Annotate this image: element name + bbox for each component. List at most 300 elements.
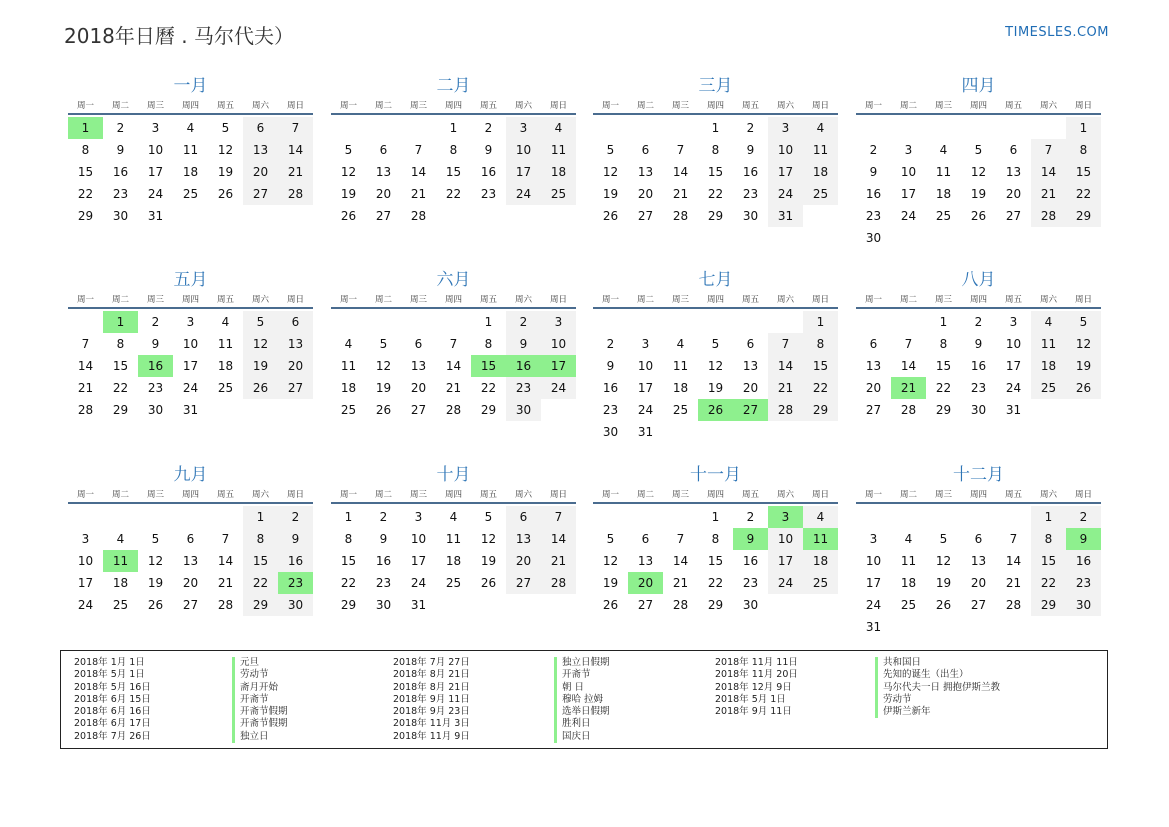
day-cell[interactable]: 11 (672, 359, 689, 373)
day-cell[interactable]: 22 (707, 187, 724, 201)
day-cell[interactable]: 15 (935, 359, 952, 373)
holiday-day-cell[interactable]: 16 (506, 355, 541, 377)
day-cell[interactable]: 12 (340, 165, 357, 179)
day-cell[interactable]: 19 (1066, 355, 1101, 377)
day-cell[interactable]: 8 (484, 337, 493, 351)
day-cell[interactable]: 14 (1031, 161, 1066, 183)
day-cell[interactable]: 6 (869, 337, 878, 351)
day-cell[interactable]: 16 (1066, 550, 1101, 572)
day-cell[interactable]: 5 (379, 337, 388, 351)
day-cell[interactable]: 29 (243, 594, 278, 616)
day-cell[interactable]: 18 (672, 381, 689, 395)
day-cell[interactable]: 2 (606, 337, 615, 351)
day-cell[interactable]: 30 (602, 425, 619, 439)
day-cell[interactable]: 10 (1005, 337, 1022, 351)
day-cell[interactable]: 6 (186, 532, 195, 546)
day-cell[interactable]: 31 (147, 209, 164, 223)
day-cell[interactable]: 15 (112, 359, 129, 373)
day-cell[interactable]: 10 (865, 554, 882, 568)
day-cell[interactable]: 28 (1005, 598, 1022, 612)
day-cell[interactable]: 8 (344, 532, 353, 546)
day-cell[interactable]: 13 (506, 528, 541, 550)
day-cell[interactable]: 12 (217, 143, 234, 157)
day-cell[interactable]: 15 (1066, 161, 1101, 183)
day-cell[interactable]: 9 (151, 337, 160, 351)
day-cell[interactable]: 20 (243, 161, 278, 183)
day-cell[interactable]: 2 (151, 315, 160, 329)
day-cell[interactable]: 12 (243, 333, 278, 355)
day-cell[interactable]: 27 (506, 572, 541, 594)
day-cell[interactable]: 23 (480, 187, 497, 201)
day-cell[interactable]: 22 (445, 187, 462, 201)
holiday-day-cell[interactable]: 23 (278, 572, 313, 594)
day-cell[interactable]: 15 (445, 165, 462, 179)
day-cell[interactable]: 14 (77, 359, 94, 373)
day-cell[interactable]: 8 (803, 333, 838, 355)
day-cell[interactable]: 7 (541, 506, 576, 528)
day-cell[interactable]: 11 (900, 554, 917, 568)
day-cell[interactable]: 23 (375, 576, 392, 590)
day-cell[interactable]: 20 (1005, 187, 1022, 201)
day-cell[interactable]: 15 (707, 554, 724, 568)
day-cell[interactable]: 1 (803, 311, 838, 333)
day-cell[interactable]: 23 (970, 381, 987, 395)
day-cell[interactable]: 31 (768, 205, 803, 227)
day-cell[interactable]: 8 (1066, 139, 1101, 161)
holiday-day-cell[interactable]: 27 (733, 399, 768, 421)
day-cell[interactable]: 12 (970, 165, 987, 179)
day-cell[interactable]: 25 (803, 572, 838, 594)
day-cell[interactable]: 6 (243, 117, 278, 139)
day-cell[interactable]: 18 (935, 187, 952, 201)
day-cell[interactable]: 1 (711, 510, 720, 524)
day-cell[interactable]: 9 (379, 532, 388, 546)
day-cell[interactable]: 22 (1031, 572, 1066, 594)
day-cell[interactable]: 20 (742, 381, 759, 395)
day-cell[interactable]: 26 (340, 209, 357, 223)
day-cell[interactable]: 18 (445, 554, 462, 568)
day-cell[interactable]: 11 (541, 139, 576, 161)
day-cell[interactable]: 6 (641, 143, 650, 157)
day-cell[interactable]: 2 (379, 510, 388, 524)
day-cell[interactable]: 26 (970, 209, 987, 223)
day-cell[interactable]: 11 (1031, 333, 1066, 355)
day-cell[interactable]: 2 (116, 121, 125, 135)
day-cell[interactable]: 24 (1005, 381, 1022, 395)
day-cell[interactable]: 10 (506, 139, 541, 161)
day-cell[interactable]: 29 (803, 399, 838, 421)
day-cell[interactable]: 5 (711, 337, 720, 351)
day-cell[interactable]: 27 (410, 403, 427, 417)
day-cell[interactable]: 9 (506, 333, 541, 355)
day-cell[interactable]: 28 (900, 403, 917, 417)
day-cell[interactable]: 21 (278, 161, 313, 183)
day-cell[interactable]: 9 (869, 165, 878, 179)
day-cell[interactable]: 24 (147, 187, 164, 201)
day-cell[interactable]: 7 (1009, 532, 1018, 546)
day-cell[interactable]: 21 (1031, 183, 1066, 205)
day-cell[interactable]: 3 (641, 337, 650, 351)
day-cell[interactable]: 17 (182, 359, 199, 373)
day-cell[interactable]: 7 (221, 532, 230, 546)
day-cell[interactable]: 13 (1005, 165, 1022, 179)
day-cell[interactable]: 28 (445, 403, 462, 417)
holiday-day-cell[interactable]: 20 (628, 572, 663, 594)
day-cell[interactable]: 16 (865, 187, 882, 201)
day-cell[interactable]: 15 (803, 355, 838, 377)
day-cell[interactable]: 23 (602, 403, 619, 417)
day-cell[interactable]: 17 (768, 161, 803, 183)
holiday-day-cell[interactable]: 9 (1066, 528, 1101, 550)
day-cell[interactable]: 22 (112, 381, 129, 395)
day-cell[interactable]: 10 (768, 139, 803, 161)
day-cell[interactable]: 14 (900, 359, 917, 373)
day-cell[interactable]: 3 (904, 143, 913, 157)
day-cell[interactable]: 21 (410, 187, 427, 201)
day-cell[interactable]: 31 (865, 620, 882, 634)
day-cell[interactable]: 22 (707, 576, 724, 590)
day-cell[interactable]: 3 (414, 510, 423, 524)
day-cell[interactable]: 10 (637, 359, 654, 373)
day-cell[interactable]: 12 (375, 359, 392, 373)
day-cell[interactable]: 7 (768, 333, 803, 355)
day-cell[interactable]: 28 (1031, 205, 1066, 227)
day-cell[interactable]: 7 (449, 337, 458, 351)
day-cell[interactable]: 23 (742, 576, 759, 590)
day-cell[interactable]: 22 (935, 381, 952, 395)
day-cell[interactable]: 2 (278, 506, 313, 528)
day-cell[interactable]: 9 (606, 359, 615, 373)
day-cell[interactable]: 20 (865, 381, 882, 395)
day-cell[interactable]: 6 (414, 337, 423, 351)
day-cell[interactable]: 19 (243, 355, 278, 377)
day-cell[interactable]: 30 (1066, 594, 1101, 616)
day-cell[interactable]: 11 (217, 337, 234, 351)
day-cell[interactable]: 28 (768, 399, 803, 421)
day-cell[interactable]: 1 (484, 315, 493, 329)
day-cell[interactable]: 27 (637, 598, 654, 612)
day-cell[interactable]: 20 (278, 355, 313, 377)
day-cell[interactable]: 29 (935, 403, 952, 417)
day-cell[interactable]: 4 (449, 510, 458, 524)
day-cell[interactable]: 3 (186, 315, 195, 329)
day-cell[interactable]: 24 (541, 377, 576, 399)
day-cell[interactable]: 27 (1005, 209, 1022, 223)
day-cell[interactable]: 15 (1031, 550, 1066, 572)
day-cell[interactable]: 4 (116, 532, 125, 546)
day-cell[interactable]: 6 (641, 532, 650, 546)
day-cell[interactable]: 3 (81, 532, 90, 546)
day-cell[interactable]: 16 (742, 554, 759, 568)
day-cell[interactable]: 4 (676, 337, 685, 351)
day-cell[interactable]: 10 (410, 532, 427, 546)
day-cell[interactable]: 27 (970, 598, 987, 612)
day-cell[interactable]: 6 (506, 506, 541, 528)
day-cell[interactable]: 26 (480, 576, 497, 590)
day-cell[interactable]: 2 (484, 121, 493, 135)
day-cell[interactable]: 26 (147, 598, 164, 612)
day-cell[interactable]: 10 (147, 143, 164, 157)
day-cell[interactable]: 28 (672, 598, 689, 612)
day-cell[interactable]: 1 (344, 510, 353, 524)
day-cell[interactable]: 13 (182, 554, 199, 568)
day-cell[interactable]: 25 (217, 381, 234, 395)
day-cell[interactable]: 5 (221, 121, 230, 135)
day-cell[interactable]: 30 (742, 209, 759, 223)
day-cell[interactable]: 15 (243, 550, 278, 572)
day-cell[interactable]: 21 (672, 576, 689, 590)
day-cell[interactable]: 11 (803, 139, 838, 161)
day-cell[interactable]: 16 (375, 554, 392, 568)
day-cell[interactable]: 24 (768, 183, 803, 205)
day-cell[interactable]: 16 (742, 165, 759, 179)
day-cell[interactable]: 20 (375, 187, 392, 201)
day-cell[interactable]: 2 (1066, 506, 1101, 528)
day-cell[interactable]: 25 (541, 183, 576, 205)
day-cell[interactable]: 10 (182, 337, 199, 351)
day-cell[interactable]: 6 (278, 311, 313, 333)
day-cell[interactable]: 30 (278, 594, 313, 616)
day-cell[interactable]: 27 (865, 403, 882, 417)
day-cell[interactable]: 8 (449, 143, 458, 157)
day-cell[interactable]: 16 (602, 381, 619, 395)
day-cell[interactable]: 16 (278, 550, 313, 572)
day-cell[interactable]: 22 (803, 377, 838, 399)
holiday-day-cell[interactable]: 15 (471, 355, 506, 377)
day-cell[interactable]: 24 (768, 572, 803, 594)
day-cell[interactable]: 4 (1031, 311, 1066, 333)
day-cell[interactable]: 13 (375, 165, 392, 179)
day-cell[interactable]: 7 (81, 337, 90, 351)
day-cell[interactable]: 5 (939, 532, 948, 546)
day-cell[interactable]: 20 (637, 187, 654, 201)
day-cell[interactable]: 25 (900, 598, 917, 612)
day-cell[interactable]: 6 (974, 532, 983, 546)
day-cell[interactable]: 18 (217, 359, 234, 373)
day-cell[interactable]: 25 (672, 403, 689, 417)
day-cell[interactable]: 21 (445, 381, 462, 395)
day-cell[interactable]: 12 (1066, 333, 1101, 355)
day-cell[interactable]: 29 (1031, 594, 1066, 616)
day-cell[interactable]: 1 (711, 121, 720, 135)
day-cell[interactable]: 20 (410, 381, 427, 395)
day-cell[interactable]: 13 (637, 165, 654, 179)
day-cell[interactable]: 14 (768, 355, 803, 377)
day-cell[interactable]: 24 (77, 598, 94, 612)
day-cell[interactable]: 21 (217, 576, 234, 590)
day-cell[interactable]: 3 (151, 121, 160, 135)
day-cell[interactable]: 16 (480, 165, 497, 179)
day-cell[interactable]: 27 (375, 209, 392, 223)
day-cell[interactable]: 3 (506, 117, 541, 139)
day-cell[interactable]: 14 (1005, 554, 1022, 568)
day-cell[interactable]: 2 (746, 121, 755, 135)
day-cell[interactable]: 31 (1005, 403, 1022, 417)
day-cell[interactable]: 18 (900, 576, 917, 590)
day-cell[interactable]: 19 (707, 381, 724, 395)
day-cell[interactable]: 8 (711, 143, 720, 157)
day-cell[interactable]: 28 (278, 183, 313, 205)
day-cell[interactable]: 26 (1066, 377, 1101, 399)
day-cell[interactable]: 22 (1066, 183, 1101, 205)
day-cell[interactable]: 14 (217, 554, 234, 568)
day-cell[interactable]: 16 (970, 359, 987, 373)
day-cell[interactable]: 18 (340, 381, 357, 395)
day-cell[interactable]: 13 (410, 359, 427, 373)
day-cell[interactable]: 30 (742, 598, 759, 612)
day-cell[interactable]: 3 (869, 532, 878, 546)
day-cell[interactable]: 28 (217, 598, 234, 612)
day-cell[interactable]: 27 (278, 377, 313, 399)
day-cell[interactable]: 24 (410, 576, 427, 590)
day-cell[interactable]: 24 (506, 183, 541, 205)
day-cell[interactable]: 21 (77, 381, 94, 395)
holiday-day-cell[interactable]: 17 (541, 355, 576, 377)
day-cell[interactable]: 19 (375, 381, 392, 395)
day-cell[interactable]: 2 (974, 315, 983, 329)
day-cell[interactable]: 23 (742, 187, 759, 201)
day-cell[interactable]: 30 (112, 209, 129, 223)
day-cell[interactable]: 26 (935, 598, 952, 612)
day-cell[interactable]: 8 (939, 337, 948, 351)
day-cell[interactable]: 17 (77, 576, 94, 590)
day-cell[interactable]: 15 (707, 165, 724, 179)
day-cell[interactable]: 26 (375, 403, 392, 417)
day-cell[interactable]: 10 (77, 554, 94, 568)
day-cell[interactable]: 28 (410, 209, 427, 223)
day-cell[interactable]: 28 (541, 572, 576, 594)
day-cell[interactable]: 22 (243, 572, 278, 594)
holiday-day-cell[interactable]: 11 (103, 550, 138, 572)
day-cell[interactable]: 3 (1009, 315, 1018, 329)
day-cell[interactable]: 9 (484, 143, 493, 157)
day-cell[interactable]: 13 (243, 139, 278, 161)
day-cell[interactable]: 7 (1031, 139, 1066, 161)
day-cell[interactable]: 7 (278, 117, 313, 139)
day-cell[interactable]: 2 (746, 510, 755, 524)
day-cell[interactable]: 25 (1031, 377, 1066, 399)
day-cell[interactable]: 3 (541, 311, 576, 333)
day-cell[interactable]: 24 (637, 403, 654, 417)
day-cell[interactable]: 1 (1066, 117, 1101, 139)
day-cell[interactable]: 29 (77, 209, 94, 223)
day-cell[interactable]: 12 (602, 165, 619, 179)
day-cell[interactable]: 23 (506, 377, 541, 399)
day-cell[interactable]: 21 (672, 187, 689, 201)
day-cell[interactable]: 6 (379, 143, 388, 157)
day-cell[interactable]: 23 (865, 209, 882, 223)
day-cell[interactable]: 6 (1009, 143, 1018, 157)
day-cell[interactable]: 31 (182, 403, 199, 417)
day-cell[interactable]: 8 (116, 337, 125, 351)
day-cell[interactable]: 18 (182, 165, 199, 179)
day-cell[interactable]: 21 (541, 550, 576, 572)
holiday-day-cell[interactable]: 1 (103, 311, 138, 333)
day-cell[interactable]: 19 (217, 165, 234, 179)
day-cell[interactable]: 5 (606, 532, 615, 546)
day-cell[interactable]: 14 (410, 165, 427, 179)
day-cell[interactable]: 12 (602, 554, 619, 568)
day-cell[interactable]: 1 (449, 121, 458, 135)
day-cell[interactable]: 4 (803, 506, 838, 528)
day-cell[interactable]: 4 (221, 315, 230, 329)
day-cell[interactable]: 2 (506, 311, 541, 333)
day-cell[interactable]: 25 (445, 576, 462, 590)
day-cell[interactable]: 24 (865, 598, 882, 612)
day-cell[interactable]: 6 (746, 337, 755, 351)
day-cell[interactable]: 5 (243, 311, 278, 333)
day-cell[interactable]: 18 (541, 161, 576, 183)
site-logo[interactable]: TIMESLES.COM (1005, 25, 1109, 40)
day-cell[interactable]: 28 (672, 209, 689, 223)
day-cell[interactable]: 24 (900, 209, 917, 223)
day-cell[interactable]: 4 (186, 121, 195, 135)
day-cell[interactable]: 7 (676, 532, 685, 546)
day-cell[interactable]: 10 (541, 333, 576, 355)
day-cell[interactable]: 25 (935, 209, 952, 223)
day-cell[interactable]: 29 (340, 598, 357, 612)
day-cell[interactable]: 17 (1005, 359, 1022, 373)
day-cell[interactable]: 30 (375, 598, 392, 612)
day-cell[interactable]: 10 (768, 528, 803, 550)
day-cell[interactable]: 19 (970, 187, 987, 201)
holiday-day-cell[interactable]: 3 (768, 506, 803, 528)
day-cell[interactable]: 19 (340, 187, 357, 201)
day-cell[interactable]: 11 (935, 165, 952, 179)
day-cell[interactable]: 11 (182, 143, 199, 157)
day-cell[interactable]: 18 (112, 576, 129, 590)
day-cell[interactable]: 27 (243, 183, 278, 205)
day-cell[interactable]: 13 (865, 359, 882, 373)
day-cell[interactable]: 15 (340, 554, 357, 568)
day-cell[interactable]: 26 (217, 187, 234, 201)
day-cell[interactable]: 23 (112, 187, 129, 201)
day-cell[interactable]: 13 (278, 333, 313, 355)
day-cell[interactable]: 4 (904, 532, 913, 546)
day-cell[interactable]: 30 (506, 399, 541, 421)
day-cell[interactable]: 8 (1031, 528, 1066, 550)
day-cell[interactable]: 9 (746, 143, 755, 157)
day-cell[interactable]: 1 (1031, 506, 1066, 528)
day-cell[interactable]: 17 (637, 381, 654, 395)
day-cell[interactable]: 5 (606, 143, 615, 157)
day-cell[interactable]: 4 (541, 117, 576, 139)
day-cell[interactable]: 1 (243, 506, 278, 528)
day-cell[interactable]: 29 (707, 209, 724, 223)
day-cell[interactable]: 12 (707, 359, 724, 373)
day-cell[interactable]: 11 (445, 532, 462, 546)
day-cell[interactable]: 23 (1066, 572, 1101, 594)
day-cell[interactable]: 14 (672, 554, 689, 568)
day-cell[interactable]: 8 (711, 532, 720, 546)
day-cell[interactable]: 23 (147, 381, 164, 395)
holiday-day-cell[interactable]: 26 (698, 399, 733, 421)
day-cell[interactable]: 19 (602, 576, 619, 590)
day-cell[interactable]: 5 (151, 532, 160, 546)
day-cell[interactable]: 20 (182, 576, 199, 590)
day-cell[interactable]: 29 (112, 403, 129, 417)
day-cell[interactable]: 25 (803, 183, 838, 205)
day-cell[interactable]: 7 (676, 143, 685, 157)
day-cell[interactable]: 13 (637, 554, 654, 568)
day-cell[interactable]: 15 (77, 165, 94, 179)
holiday-day-cell[interactable]: 16 (138, 355, 173, 377)
day-cell[interactable]: 9 (974, 337, 983, 351)
day-cell[interactable]: 27 (182, 598, 199, 612)
day-cell[interactable]: 17 (410, 554, 427, 568)
day-cell[interactable]: 22 (77, 187, 94, 201)
day-cell[interactable]: 29 (480, 403, 497, 417)
